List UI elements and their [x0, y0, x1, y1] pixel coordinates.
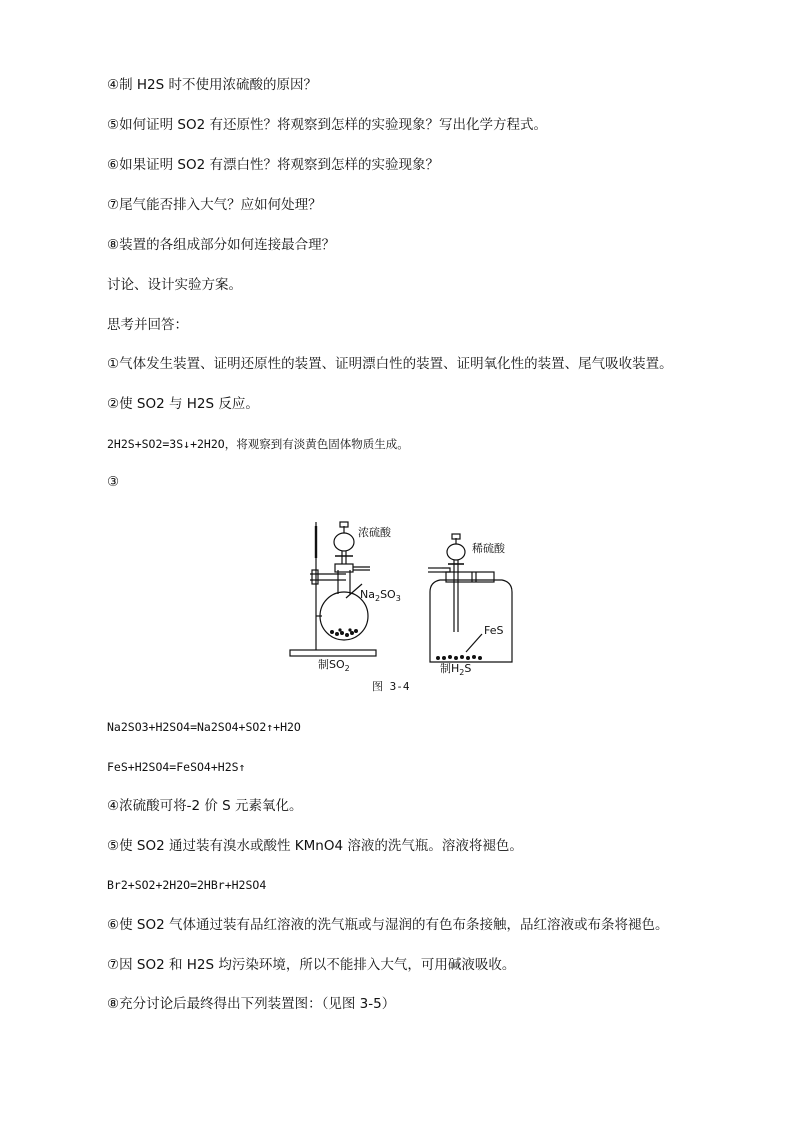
line-a3: ③: [107, 474, 120, 490]
line-q6: ⑥如果证明 SO2 有漂白性？将观察到怎样的实验现象？: [107, 157, 439, 173]
separatory-funnel-b: [447, 544, 465, 560]
label-na2so3: $Na_2SO_3$: [360, 588, 401, 603]
line-a1: ①气体发生装置、证明还原性的装置、证明漂白性的装置、证明氧化性的装置、尾气吸收装置。: [107, 356, 673, 372]
line-a6: ⑥使 SO2 气体通过装有品红溶液的洗气瓶或与湿润的有色布条接触，品红溶液或布条将褪色。: [107, 917, 669, 933]
equation-h2s-prep: FeS+H2SO4=FeSO4+H2S↑: [107, 760, 246, 774]
line-a5-equation: Br2+SO2+2H2O=2HBr+H2SO4: [107, 878, 267, 892]
line-a2: ②使 SO2 与 H2S 反应。: [107, 396, 259, 412]
line-think: 思考并回答：: [107, 317, 188, 333]
apparatus-figure: [280, 512, 540, 692]
caption-so2: 制$SO_2$: [318, 658, 350, 673]
stand-base: [290, 650, 376, 656]
equation-so2-prep: Na2SO3+H2SO4=Na2SO4+SO2↑+H2O: [107, 720, 301, 734]
label-dilute-acid: 稀硫酸: [472, 542, 505, 555]
line-discuss: 讨论、设计实验方案。: [107, 277, 242, 293]
line-q5: ⑤如何证明 SO2 有还原性？将观察到怎样的实验现象？写出化学方程式。: [107, 117, 547, 133]
line-a2-equation: 2H2S+SO2=3S↓+2H2O，将观察到有淡黄色固体物质生成。: [107, 437, 409, 451]
line-q8: ⑧装置的各组成部分如何连接最合理？: [107, 237, 336, 253]
line-a5: ⑤使 SO2 通过装有溴水或酸性 KMnO4 溶液的洗气瓶。溶液将褪色。: [107, 838, 523, 854]
solid-na2so3: [330, 628, 358, 637]
solid-fes: [436, 655, 482, 660]
line-q4: ④制 H2S 时不使用浓硫酸的原因？: [107, 77, 317, 93]
line-q7: ⑦尾气能否排入大气？应如何处理？: [107, 197, 322, 213]
gas-bottle: [430, 580, 512, 662]
line-a7: ⑦因 SO2 和 H2S 均污染环境，所以不能排入大气，可用碱液吸收。: [107, 957, 516, 973]
figure-caption: 图 3-4: [372, 680, 410, 692]
apparatus-drawing: [280, 512, 540, 692]
label-conc-acid: 浓硫酸: [358, 526, 391, 539]
line-a8: ⑧充分讨论后最终得出下列装置图：（见图 3-5）: [107, 996, 396, 1012]
caption-h2s: 制$H_2S$: [440, 662, 472, 677]
line-a4: ④浓硫酸可将-2 价 S 元素氧化。: [107, 798, 303, 814]
label-fes: FeS: [484, 624, 504, 637]
separatory-funnel-a: [334, 533, 354, 551]
